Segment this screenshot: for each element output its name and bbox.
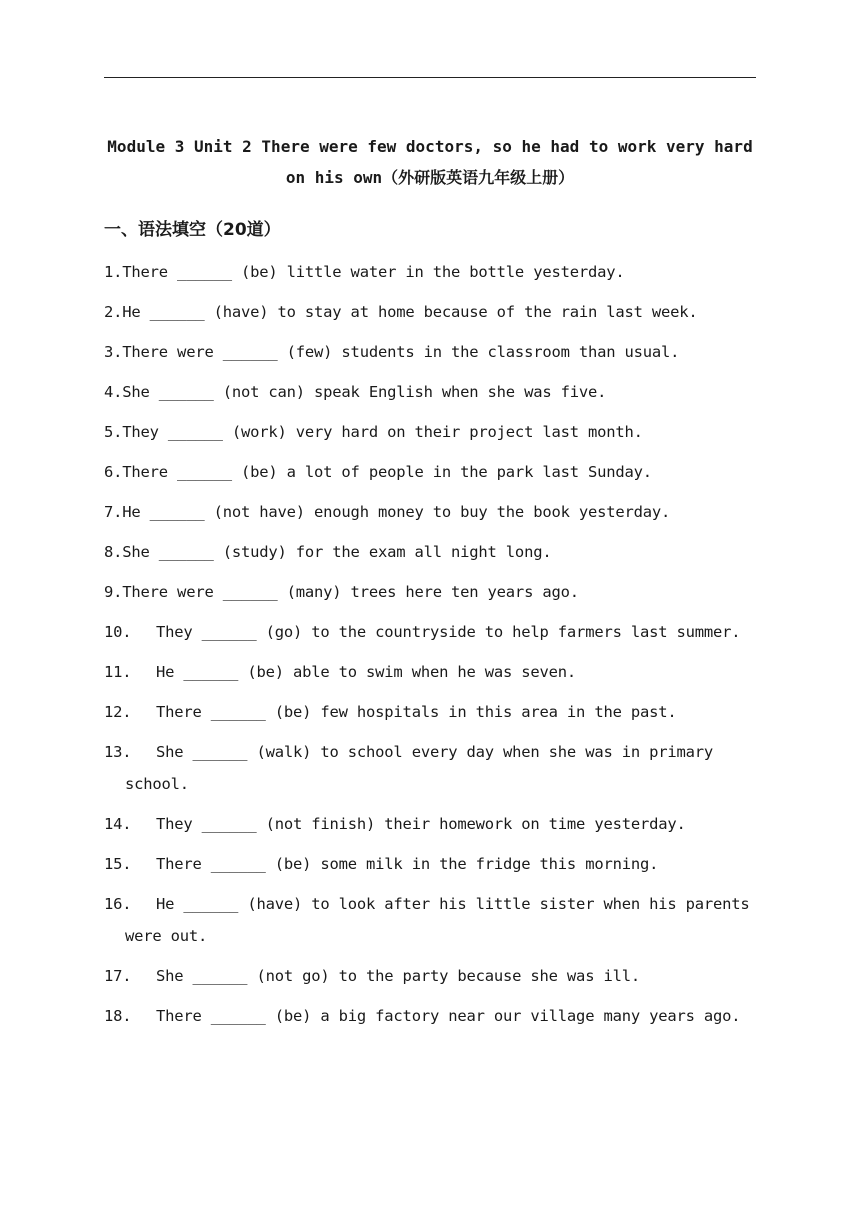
question-item (104, 336, 764, 368)
question-text: They ______ (work) very hard on their project last month. (122, 423, 643, 441)
question-item (104, 456, 764, 488)
question-text: There ______ (be) few hospitals in this area in the past. (156, 703, 677, 721)
question-text: There were ______ (few) students in the classroom than usual. (122, 343, 680, 361)
question-text: There ______ (be) a big factory near our village many years ago. (156, 1007, 741, 1025)
question-number: 18. (104, 1007, 132, 1025)
question-text: He ______ (have) to stay at home because of the rain last week. (122, 303, 698, 321)
question-item (104, 536, 764, 568)
question-text: He ______ (not have) enough money to buy the book yesterday. (122, 503, 671, 521)
header-rule (104, 77, 756, 78)
question-item (104, 376, 764, 408)
question-item (104, 696, 764, 728)
question-text: They ______ (go) to the countryside to help farmers last summer. (156, 623, 741, 641)
question-number: 4. (104, 383, 123, 401)
question-text: She ______ (walk) to school every day when she was in primary school. (125, 743, 714, 793)
question-item (104, 848, 764, 880)
question-text: There ______ (be) little water in the bottle yesterday. (122, 263, 625, 281)
question-number: 16. (104, 895, 132, 913)
question-text: There ______ (be) a lot of people in the park last Sunday. (122, 463, 652, 481)
question-item (104, 416, 764, 448)
question-number: 9. (104, 583, 123, 601)
question-item (104, 1000, 764, 1032)
question-text: She ______ (not go) to the party because she was ill. (156, 967, 640, 985)
question-item (104, 656, 764, 688)
question-number: 1. (104, 263, 123, 281)
section-heading: 一、语法填空（20道） (104, 220, 281, 240)
question-item (104, 960, 764, 992)
question-number: 12. (104, 703, 132, 721)
question-number: 11. (104, 663, 132, 681)
question-number: 14. (104, 815, 132, 833)
question-text: There ______ (be) some milk in the fridge this morning. (156, 855, 659, 873)
question-item (104, 736, 764, 800)
document-title: Module 3 Unit 2 There were few doctors, so he had to work very hard on his own（外研版英语九年级上册） (107, 137, 753, 187)
question-item (104, 808, 764, 840)
question-number: 17. (104, 967, 132, 985)
question-number: 6. (104, 463, 123, 481)
question-item (104, 888, 764, 952)
question-text: She ______ (not can) speak English when she was five. (122, 383, 607, 401)
question-item (104, 496, 764, 528)
question-text: There were ______ (many) trees here ten years ago. (122, 583, 579, 601)
question-text: He ______ (have) to look after his little sister when his parents were out. (125, 895, 750, 945)
question-number: 13. (104, 743, 132, 761)
question-number: 5. (104, 423, 123, 441)
question-number: 7. (104, 503, 123, 521)
question-text: She ______ (study) for the exam all night long. (122, 543, 552, 561)
question-number: 3. (104, 343, 123, 361)
question-number: 15. (104, 855, 132, 873)
question-item (104, 296, 764, 328)
question-item (104, 616, 764, 648)
question-text: He ______ (be) able to swim when he was seven. (156, 663, 577, 681)
question-number: 8. (104, 543, 123, 561)
question-text: They ______ (not finish) their homework on time yesterday. (156, 815, 686, 833)
question-item (104, 576, 764, 608)
question-list (104, 256, 764, 1040)
question-item (104, 256, 764, 288)
question-number: 10. (104, 623, 132, 641)
question-number: 2. (104, 303, 123, 321)
